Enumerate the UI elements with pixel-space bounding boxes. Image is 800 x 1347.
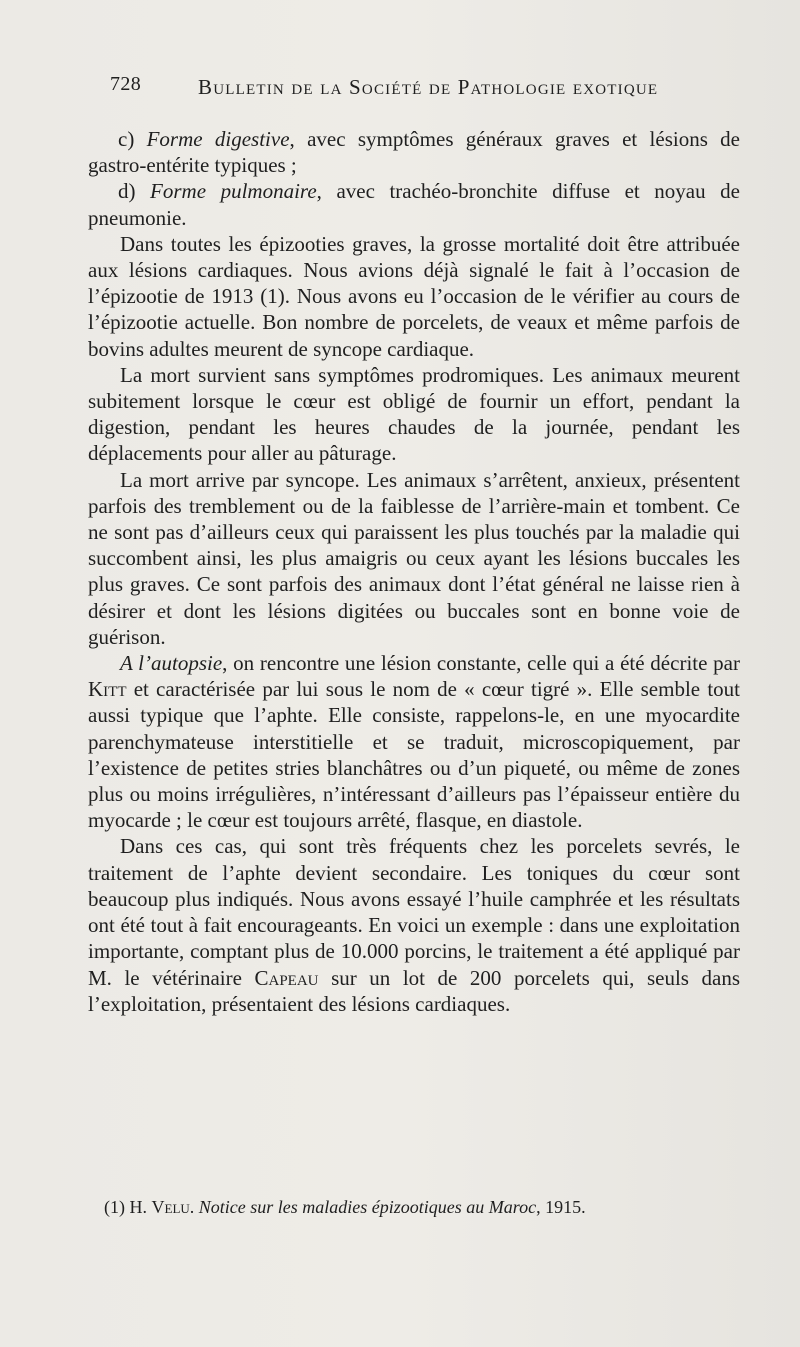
- page-number: 728: [110, 73, 142, 95]
- list-term: Forme pulmonaire: [150, 179, 317, 204]
- paragraph: La mort arrive par syncope. Les animaux s’arrêtent, anxieux, présentent parfois des tremblement ou de la faiblesse de l’arrière-main et tombent. Ce ne sont pas d’ailleurs ceux qui paraissent les plus touchés par la maladie qui succombent ainsi, les plus amaigris ou ceux ayant les lésions buccales les plus graves. Ce sont parfois des animaux dont l’état général ne laisse rien à désirer et dont les lésions digitées ou buccales sont en bonne voie de guérison.: [88, 467, 740, 649]
- footnote-author: Velu: [151, 1197, 190, 1217]
- running-title: Bulletin de la Société de Pathologie exotique: [198, 75, 659, 99]
- list-text: , avec trachéo-bronchite diffuse et noyau de pneumonie.: [88, 179, 740, 230]
- paragraph-treatment: [88, 833, 740, 1016]
- list-label: d): [118, 179, 151, 204]
- footnote-title: Notice sur les maladies épizootiques au Maroc: [198, 1197, 537, 1217]
- italic-term: A l’autopsie: [120, 651, 223, 676]
- paragraph: La mort survient sans symptômes prodromiques. Les animaux meurent subitement lorsque le cœur est obligé de fournir un effort, pendant la digestion, pendant les heures chaudes de la journée, pendant les déplacements pour aller au pâturage.: [88, 362, 740, 466]
- paragraph-text: sur un lot de 200 porcelets qui, seuls dans l’exploitation, présentaient des lésions cardiaques.: [88, 965, 740, 1016]
- paragraph-text: , on rencontre une lésion constante, celle qui a été décrite par: [222, 651, 740, 676]
- list-text: , avec symptômes généraux graves et lésions de gastro-entérite typiques ;: [88, 127, 740, 178]
- paragraph-autopsie: [88, 650, 740, 833]
- footnote: [104, 1197, 744, 1218]
- footnote-year: , 1915.: [536, 1197, 586, 1217]
- list-item-c: [88, 126, 740, 178]
- footnote-separator: .: [189, 1197, 199, 1217]
- author-name: Kitt: [88, 677, 127, 702]
- body-text: [88, 126, 740, 1017]
- paragraph-text: et caractérisée par lui sous le nom de « cœur tigré ». Elle semble tout aussi typique que l’aphte. Elle consiste, rappelons-le, en une myocardite parenchymateuse interstitielle et se traduit, microscopiquement, par l’existence de petites stries blanchâtres ou d’un piqueté, ou même de zones plus ou moins irrégulières, n’intéressant d’ailleurs pas l’épaisseur entière du myocarde ; le cœur est toujours arrêté, flasque, en diastole.: [88, 677, 740, 833]
- list-term: Forme digestive: [146, 127, 290, 151]
- paragraph-text: Dans ces cas, qui sont très fréquents chez les porcelets sevrés, le traitement de l’aphte devient secondaire. Les toniques du cœur sont beaucoup plus indiqués. Nous avons essayé l’huile camphrée et les résultats ont été tout à fait encourageants. En voici un exemple : dans une exploitation importante, comptant plus de 10.000 porcins, le traitement a été appliqué par M. le vétérinaire: [88, 834, 740, 990]
- paragraph: Dans toutes les épizooties graves, la grosse mortalité doit être attribuée aux lésions cardiaques. Nous avions déjà signalé le fait à l’occasion de l’épizootie de 1913 (1). Nous avons eu l’occasion de le vérifier au cours de l’épizootie actuelle. Bon nombre de porcelets, de veaux et même parfois de bovins adultes meurent de syncope cardiaque.: [88, 231, 740, 361]
- list-label: c): [118, 127, 147, 151]
- list-item-d: [88, 178, 740, 230]
- author-name: Capeau: [254, 965, 319, 990]
- footnote-marker: (1) H.: [104, 1197, 152, 1217]
